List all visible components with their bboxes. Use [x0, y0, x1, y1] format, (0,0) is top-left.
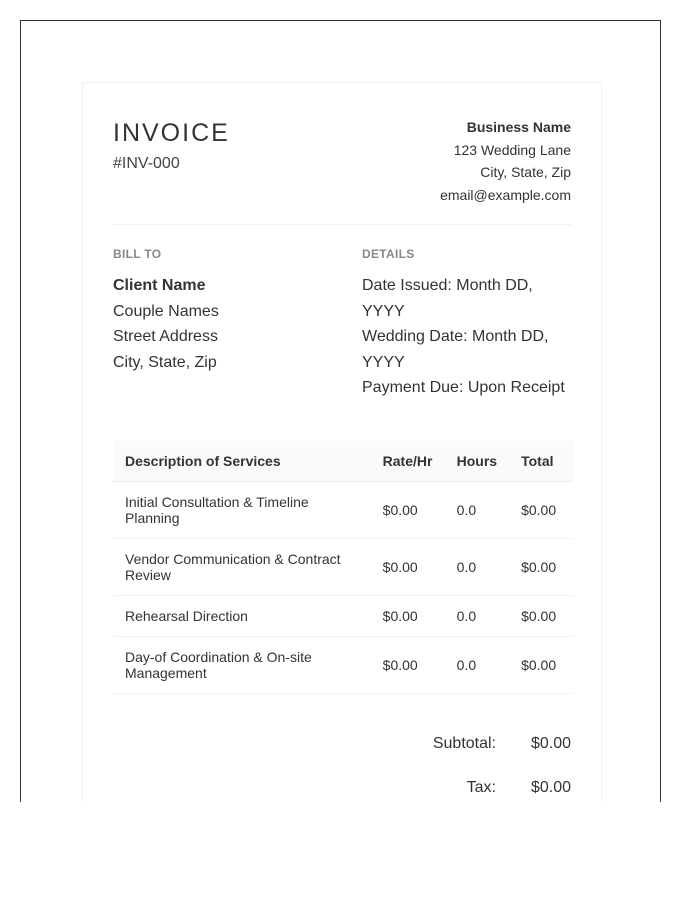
wedding-date: Wedding Date: Month DD, YYYY — [362, 328, 549, 371]
table-row — [113, 482, 573, 539]
client-name: Client Name — [113, 277, 206, 294]
service-total: $0.00 — [509, 539, 573, 596]
business-city: City, State, Zip — [480, 164, 571, 180]
header-total: Total — [509, 441, 573, 482]
date-issued: Date Issued: Month DD, YYYY — [362, 277, 533, 320]
header-rate: Rate/Hr — [371, 441, 445, 482]
business-street: 123 Wedding Lane — [453, 141, 571, 158]
service-description: Initial Consultation & Timeline Planning — [113, 482, 371, 539]
tax-value: $0.00 — [530, 779, 571, 796]
subtotal-row — [371, 735, 571, 779]
service-hours: 0.0 — [445, 596, 509, 637]
invoice-header — [113, 83, 571, 225]
service-rate: $0.00 — [371, 482, 445, 539]
service-rate: $0.00 — [371, 596, 445, 637]
bill-to-block — [113, 273, 343, 375]
service-hours: 0.0 — [445, 637, 509, 694]
page-frame — [20, 20, 661, 802]
service-rate: $0.00 — [371, 539, 445, 596]
business-email: email@example.com — [440, 186, 571, 203]
invoice-card — [82, 82, 602, 802]
business-info — [440, 116, 571, 206]
details-label: DETAILS — [362, 247, 415, 261]
subtotal-value: $0.00 — [530, 735, 571, 752]
table-row — [113, 637, 573, 694]
service-total: $0.00 — [509, 637, 573, 694]
service-total: $0.00 — [509, 482, 573, 539]
client-street: Street Address — [113, 328, 218, 345]
invoice-content — [113, 83, 571, 802]
service-description: Rehearsal Direction — [113, 596, 371, 637]
invoice-number: #INV-000 — [113, 155, 180, 172]
services-table — [113, 441, 573, 694]
subtotal-label: Subtotal: — [432, 735, 496, 752]
totals-block — [371, 735, 571, 802]
service-hours: 0.0 — [445, 482, 509, 539]
bill-to-label: BILL TO — [113, 247, 162, 261]
service-total: $0.00 — [509, 596, 573, 637]
tax-row — [371, 779, 571, 802]
service-description: Vendor Communication & Contract Review — [113, 539, 371, 596]
header-description: Description of Services — [113, 441, 371, 482]
details-block — [362, 273, 577, 401]
service-description: Day-of Coordination & On-site Management — [113, 637, 371, 694]
table-row — [113, 539, 573, 596]
table-row — [113, 596, 573, 637]
payment-due: Payment Due: Upon Receipt — [362, 379, 565, 396]
service-rate: $0.00 — [371, 637, 445, 694]
header-hours: Hours — [445, 441, 509, 482]
tax-label: Tax: — [466, 779, 496, 796]
couple-names: Couple Names — [113, 302, 219, 320]
invoice-title: INVOICE — [113, 119, 230, 147]
business-name: Business Name — [466, 119, 571, 135]
client-city: City, State, Zip — [113, 353, 217, 371]
table-header-row — [113, 441, 573, 482]
service-hours: 0.0 — [445, 539, 509, 596]
